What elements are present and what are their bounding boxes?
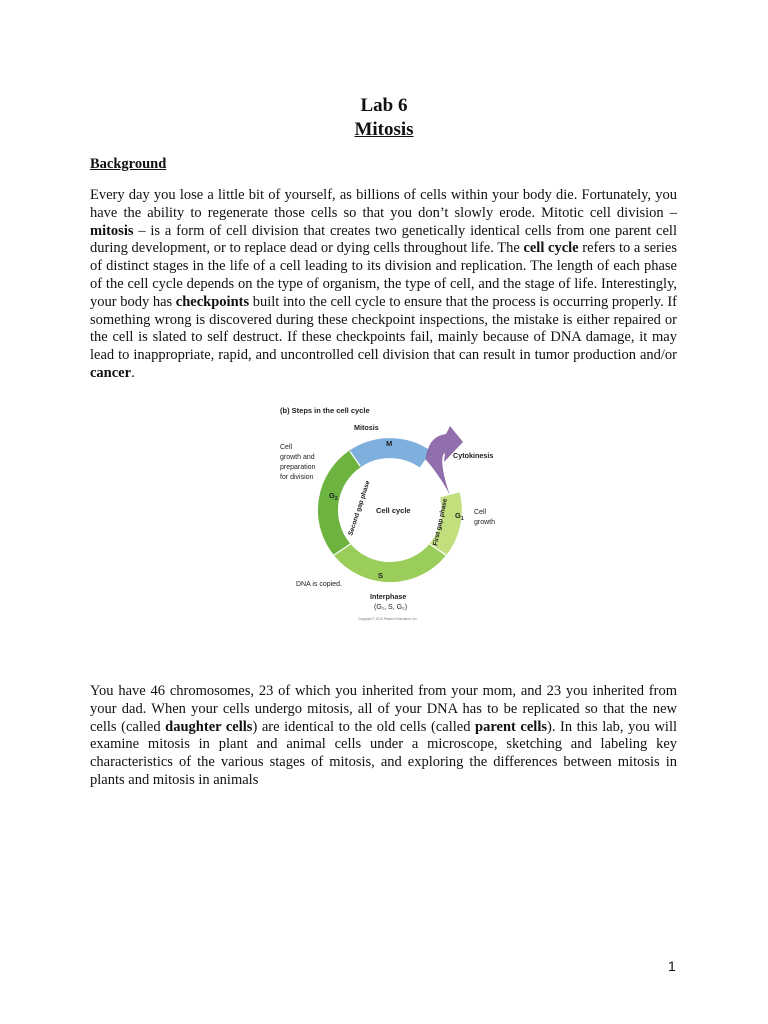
bold-term: mitosis — [90, 222, 134, 239]
first-gap-phase-label: First gap phase — [432, 497, 449, 547]
s-phase-label: S — [378, 571, 384, 580]
bold-term: cancer — [90, 364, 132, 381]
text-run: built into the cell cycle to ensure that the process is occurring properly. If something wrong is discovered during these checkpoint inspections, the mistake is either repaired or the cell is slated to self destruct. If these checkpoints fail, mainly because of DNA damage, it may lead to inappropriate, rapid, and uncontrolled cell division that can result in tumor production and/or — [90, 293, 678, 364]
cytokinesis-label: Cytokinesis — [453, 451, 494, 460]
text-run: ). In this lab, you will examine mitosis in plant and animal cells under a microscope, sketching and labeling key characteristics of the various stages of mitosis, and exploring the differences between mitosis in plants and mitosis in animals — [90, 718, 677, 788]
g1-label: $G_1$ — [455, 511, 464, 522]
text-run: refers to a series of distinct stages in the life of a cell leading to its division and replication. The length of each phase of the cell cycle depends on the type of organism, the type of cell, and the stage of life. Interestingly, your body has — [90, 240, 678, 310]
bold-term: daughter cells — [165, 718, 253, 735]
cell-cycle-center-label: Cell cycle — [376, 506, 411, 515]
g2-note-line4: for division — [280, 474, 314, 481]
figure-caption: (b) Steps in the cell cycle — [280, 406, 370, 415]
lab-topic-title: Mitosis — [354, 119, 414, 140]
copyright-label: Copyright © 2010 Pearson Education, Inc. — [358, 617, 418, 621]
text-run: ) are identical to the old cells (called — [252, 718, 476, 735]
m-phase-label: M — [386, 439, 393, 448]
dna-copied-label: DNA is copied. — [296, 581, 342, 588]
interphase-phases-label: (G₁, S, G₂) — [374, 604, 408, 611]
second-gap-phase-label: Second gap phase — [347, 479, 372, 537]
lab-number-title: Lab 6 — [360, 95, 408, 116]
g1-note-line1: Cell — [474, 509, 487, 516]
chromosomes-paragraph — [90, 683, 677, 790]
bold-term: cell cycle — [523, 240, 579, 257]
s-segment — [342, 550, 438, 573]
text-run: Every day you lose a little bit of yourself, as billions of cells within your body die. Fortunately, you have the ability to regenerate those cells so that you don’t slowly erode. Mitotic cell division – — [90, 187, 677, 221]
background-paragraph — [90, 187, 677, 383]
g2-note-line3: preparation — [280, 464, 316, 471]
bold-term: checkpoints — [175, 293, 250, 310]
text-run: . — [131, 364, 135, 381]
g2-note-line2: growth and — [280, 454, 315, 461]
text-run: You have 46 chromosomes, 23 of which you inherited from your mom, and 23 you inherited from your dad. When your cells undergo mitosis, all of your DNA has to be replicated so that the new cells (called — [90, 683, 677, 735]
background-heading: Background — [90, 156, 167, 172]
g1-note-line2: growth — [474, 519, 496, 526]
g2-note-line1: Cell — [280, 444, 293, 451]
page-number: 1 — [668, 958, 676, 974]
mitosis-segment — [355, 448, 425, 459]
text-run: – is a form of cell division that creates two genetically identical cells from one parent cell during development, or to replace dead or dying cells throughout life. The — [90, 222, 677, 257]
interphase-label: Interphase — [370, 592, 407, 601]
cell-cycle-figure — [268, 398, 508, 630]
g2-label: $G_2$ — [329, 491, 338, 502]
cytokinesis-arrow — [426, 426, 464, 495]
mitosis-label: Mitosis — [354, 423, 379, 432]
bold-term: parent cells — [475, 718, 547, 735]
